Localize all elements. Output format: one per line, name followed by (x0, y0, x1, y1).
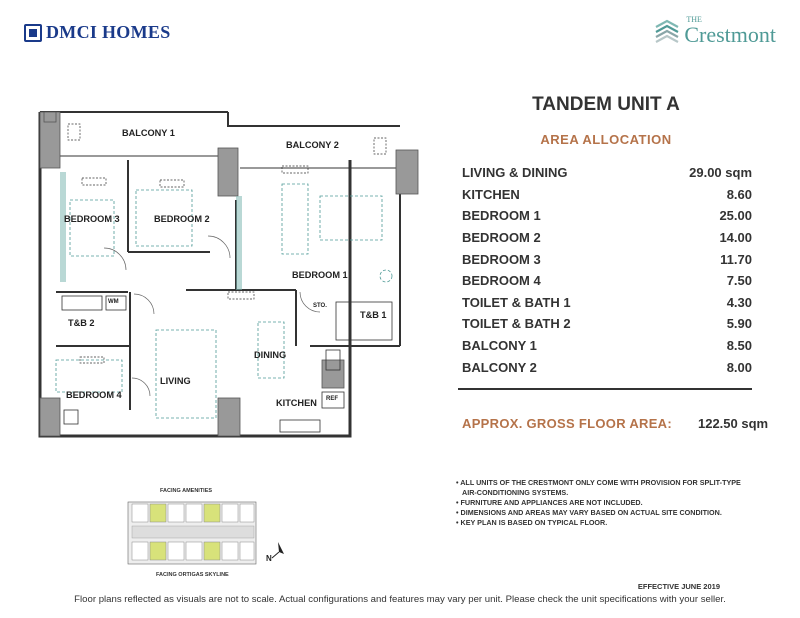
label-bedroom-3: BEDROOM 3 (64, 214, 120, 224)
notes (456, 478, 756, 528)
keyplan-bottom-label: FACING ORTIGAS SKYLINE (156, 572, 229, 578)
gfa-value: 122.50 sqm (697, 416, 769, 431)
note-item: • KEY PLAN IS BASED ON TYPICAL FLOOR. (456, 518, 608, 527)
area-label: TOILET & BATH 1 (462, 294, 571, 310)
area-value: 5.90 (726, 316, 752, 332)
area-value: 8.00 (726, 359, 752, 375)
area-row (462, 205, 752, 227)
area-label: BALCONY 1 (462, 338, 537, 354)
area-value: 25.00 (719, 208, 752, 224)
area-label: BEDROOM 2 (462, 230, 541, 246)
area-value: 11.70 (720, 251, 752, 267)
area-row (462, 248, 752, 270)
note-item: • DIMENSIONS AND AREAS MAY VARY BASED ON ACTUAL SITE CONDITION. (456, 508, 722, 517)
label-bedroom-2: BEDROOM 2 (154, 214, 210, 224)
area-row (462, 184, 752, 206)
label-balcony-1: BALCONY 1 (122, 128, 175, 138)
label-tb-1: T&B 1 (360, 310, 387, 320)
label-tb-2: T&B 2 (68, 318, 95, 328)
note-item: • FURNITURE AND APPLIANCES ARE NOT INCLUDED. (456, 498, 643, 507)
crestmont-logo-the: THE (686, 15, 702, 24)
area-label: LIVING & DINING (462, 165, 568, 181)
label-balcony-2: BALCONY 2 (286, 140, 339, 150)
area-label: BEDROOM 1 (462, 208, 541, 224)
label-washing-machine: WM (108, 299, 119, 305)
area-row (462, 162, 752, 184)
north-label: N (266, 554, 272, 563)
area-row (462, 356, 752, 378)
area-row (462, 292, 752, 314)
area-value: 14.00 (719, 230, 752, 246)
area-label: BEDROOM 4 (462, 273, 541, 289)
label-refrigerator: REF (326, 396, 338, 402)
note-item: AIR-CONDITIONING SYSTEMS. (462, 488, 569, 497)
area-allocation-heading: AREA ALLOCATION (540, 132, 672, 147)
area-value: 7.50 (726, 273, 752, 289)
area-row (462, 335, 752, 357)
area-label: TOILET & BATH 2 (462, 316, 571, 332)
footer-disclaimer: Floor plans reflected as visuals are not to scale. Actual configurations and features may vary per unit. Please check the unit specifications with your seller. (74, 594, 726, 605)
gfa-label: APPROX. GROSS FLOOR AREA: (462, 416, 672, 431)
area-row (462, 270, 752, 292)
key-plan (124, 496, 264, 572)
area-value: 4.30 (726, 294, 752, 310)
area-allocation-table (462, 162, 752, 378)
area-divider (458, 388, 752, 390)
area-value: 8.50 (726, 338, 752, 354)
area-label: BEDROOM 3 (462, 251, 541, 267)
north-arrow (262, 540, 286, 571)
area-value: 8.60 (726, 186, 752, 202)
gross-floor-area (462, 416, 768, 431)
unit-title: TANDEM UNIT A (532, 94, 680, 115)
label-kitchen: KITCHEN (276, 398, 317, 408)
area-row (462, 313, 752, 335)
label-living: LIVING (160, 376, 191, 386)
area-row (462, 227, 752, 249)
note-item: • ALL UNITS OF THE CRESTMONT ONLY COME WITH PROVISION FOR SPLIT-TYPE (456, 478, 741, 487)
label-storage: STO. (313, 303, 327, 309)
keyplan-top-label: FACING AMENITIES (160, 488, 213, 494)
area-label: BALCONY 2 (462, 359, 537, 375)
label-bedroom-4: BEDROOM 4 (66, 390, 122, 400)
effective-date: EFFECTIVE JUNE 2019 (637, 582, 720, 591)
area-value: 29.00 sqm (689, 165, 752, 181)
crestmont-logo-name: Crestmont (684, 22, 776, 47)
area-label: KITCHEN (462, 186, 520, 202)
dmci-logo-text: DMCI HOMES (46, 22, 171, 42)
label-dining: DINING (254, 350, 287, 360)
label-bedroom-1: BEDROOM 1 (292, 270, 348, 280)
